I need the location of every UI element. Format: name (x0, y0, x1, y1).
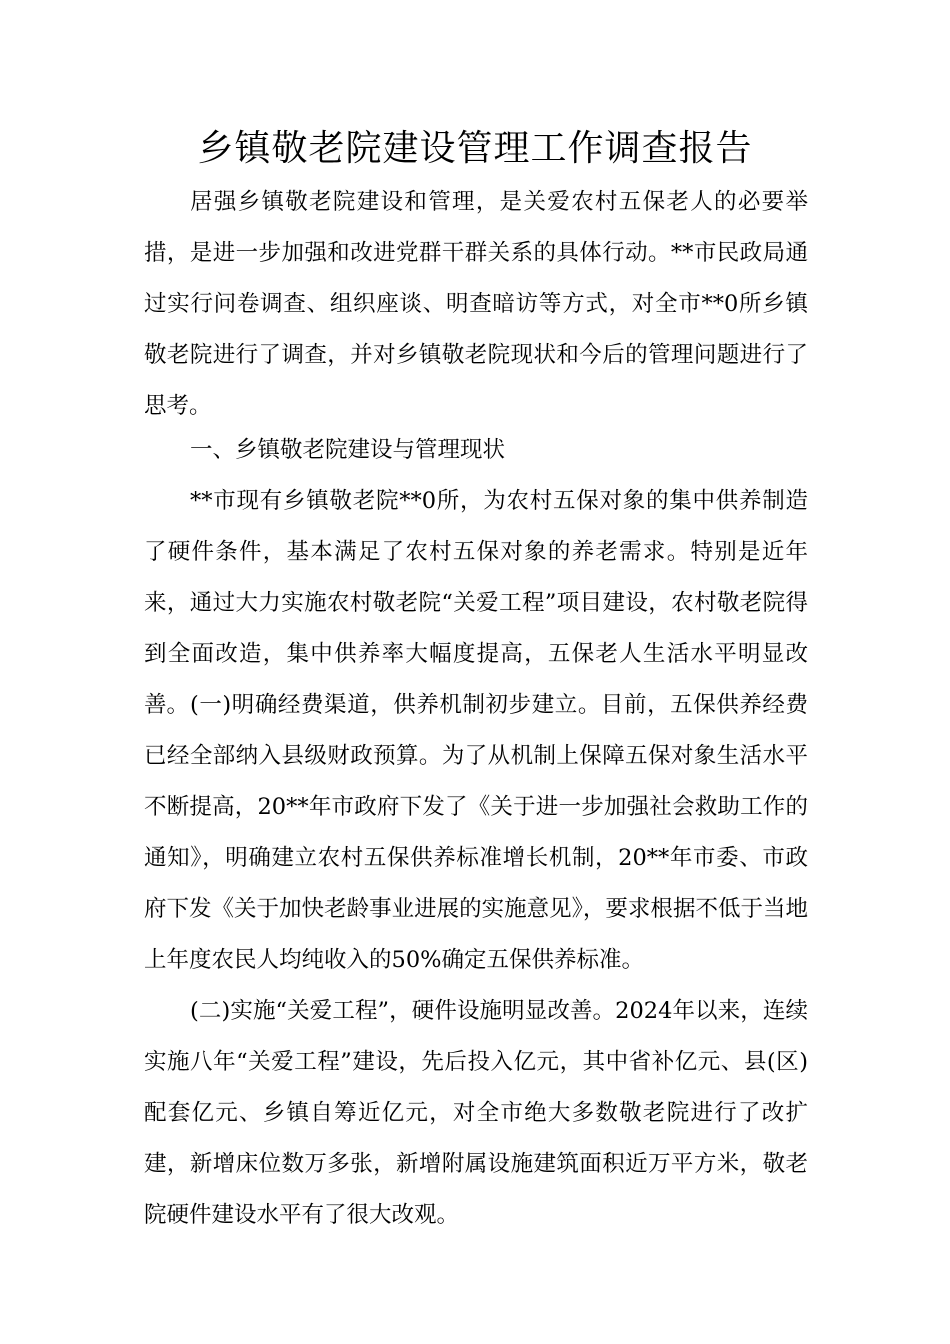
point-two-paragraph: (二)实施“关爱工程”，硬件设施明显改善。2024年以来，连续实施八年“关爱工程”建设，先后投入亿元，其中省补亿元、县(区)配套亿元、乡镇自筹近亿元，对全市绝大多数敬老院进行了改扩建，新增床位数万多张，新增附属设施建筑面积近万平方米，敬老院硬件建设水平有了很大改观。 (144, 998, 808, 1228)
intro-paragraph: 居强乡镇敬老院建设和管理，是关爱农村五保老人的必要举措，是进一步加强和改进党群干群关系的具体行动。**市民政局通过实行问卷调查、组织座谈、明查暗访等方式，对全市**0所乡镇敬老院进行了调查，并对乡镇敬老院现状和今后的管理问题进行了思考。 (144, 189, 808, 419)
document-title: 乡镇敬老院建设管理工作调查报告 (197, 128, 753, 169)
section-heading: 一、乡镇敬老院建设与管理现状 (190, 437, 506, 463)
section-paragraph: **市现有乡镇敬老院**0所，为农村五保对象的集中供养制造了硬件条件，基本满足了农村五保对象的养老需求。特别是近年来，通过大力实施农村敬老院“关爱工程”项目建设，农村敬老院得到全面改造，集中供养率大幅度提高，五保老人生活水平明显改善。 (144, 488, 808, 718)
point-one-paragraph: (一)明确经费渠道，供养机制初步建立。目前，五保供养经费已经全部纳入县级财政预算。为了从机制上保障五保对象生活水平不断提高，20**年市政府下发了《关于进一步加强社会救助工作的通知》，明确建立农村五保供养标准增长机制，20**年市委、市政府下发《关于加快老龄事业进展的实施意见》，要求根据不低于当地上年度农民人均纯收入的50%确定五保供养标准。 (144, 692, 808, 973)
